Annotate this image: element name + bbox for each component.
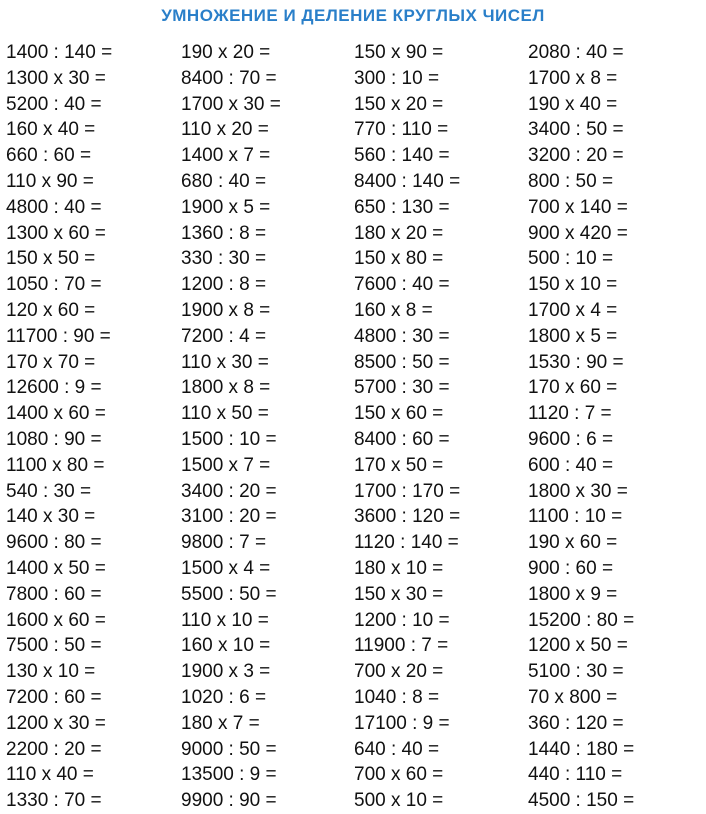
exercise-item: 8400 : 70 = [181,67,277,89]
exercise-item: 9600 : 6 = [528,428,614,450]
exercise-item: 8400 : 140 = [354,170,461,192]
exercise-item: 680 : 40 = [181,170,267,192]
exercise-item: 1330 : 70 = [6,790,102,812]
exercise-item: 5500 : 50 = [181,583,277,605]
exercise-item: 3600 : 120 = [354,506,461,528]
exercise-item: 7500 : 50 = [6,635,102,657]
exercise-item: 7200 : 4 = [181,325,267,347]
exercise-item: 17100 : 9 = [354,712,450,734]
exercise-item: 150 x 30 = [354,583,444,605]
exercise-item: 9800 : 7 = [181,532,267,554]
exercise-item: 70 x 800 = [528,686,618,708]
exercise-item: 9600 : 80 = [6,532,102,554]
exercise-item: 150 x 20 = [354,93,444,115]
exercise-item: 1800 x 8 = [181,377,271,399]
exercise-item: 330 : 30 = [181,248,267,270]
exercise-item: 1900 x 8 = [181,299,271,321]
exercise-item: 600 : 40 = [528,454,614,476]
exercise-item: 110 x 10 = [181,609,269,631]
exercise-item: 140 x 30 = [6,506,96,528]
exercise-column-2 [181,40,354,814]
exercise-item: 1400 x 7 = [181,145,271,167]
exercise-item: 2200 : 20 = [6,738,102,760]
exercise-item: 1120 : 140 = [354,532,459,554]
exercise-item: 170 x 60 = [528,377,618,399]
exercise-item: 4500 : 150 = [528,790,635,812]
exercise-item: 150 x 90 = [354,42,444,63]
exercise-item: 500 x 10 = [354,790,444,812]
exercise-item: 1020 : 6 = [181,686,267,708]
exercise-item: 190 x 40 = [528,93,618,115]
exercise-item: 190 x 20 = [181,42,271,63]
exercise-item: 15200 : 80 = [528,609,635,631]
exercise-item: 1400 : 140 = [6,42,113,63]
exercise-item: 180 x 20 = [354,222,444,244]
exercise-item: 2080 : 40 = [528,42,624,63]
exercise-item: 12600 : 9 = [6,377,102,399]
exercise-item: 1080 : 90 = [6,428,102,450]
exercise-item: 180 x 10 = [354,557,444,579]
exercise-grid [6,40,706,814]
exercise-item: 1500 x 7 = [181,454,271,476]
exercise-item: 1800 x 5 = [528,325,618,347]
exercise-item: 160 x 8 = [354,299,433,321]
exercise-item: 1300 x 30 = [6,67,106,89]
exercise-item: 170 x 70 = [6,351,96,373]
exercise-item: 160 x 40 = [6,119,96,141]
exercise-item: 150 x 80 = [354,248,444,270]
exercise-item: 110 x 20 = [181,119,269,141]
exercise-item: 3400 : 50 = [528,119,624,141]
exercise-item: 1200 : 8 = [181,274,267,296]
exercise-item: 700 x 60 = [354,764,444,786]
exercise-item: 800 : 50 = [528,170,614,192]
exercise-item: 7600 : 40 = [354,274,450,296]
exercise-item: 150 x 10 = [528,274,618,296]
exercise-item: 640 : 40 = [354,738,440,760]
exercise-item: 1700 : 170 = [354,480,461,502]
exercise-item: 1800 x 9 = [528,583,618,605]
exercise-item: 300 : 10 = [354,67,440,89]
exercise-item: 770 : 110 = [354,119,449,141]
exercise-column-4 [528,40,698,814]
exercise-item: 1900 x 5 = [181,196,271,218]
exercise-item: 5100 : 30 = [528,661,624,683]
exercise-item: 1440 : 180 = [528,738,635,760]
exercise-column-1 [6,40,181,814]
exercise-item: 1800 x 30 = [528,480,628,502]
exercise-item: 4800 : 40 = [6,196,102,218]
exercise-item: 170 x 50 = [354,454,444,476]
exercise-item: 110 x 30 = [181,351,269,373]
exercise-item: 1700 x 8 = [528,67,618,89]
exercise-item: 9000 : 50 = [181,738,277,760]
exercise-item: 1600 x 60 = [6,609,106,631]
exercise-item: 4800 : 30 = [354,325,450,347]
exercise-item: 1050 : 70 = [6,274,102,296]
exercise-item: 110 x 40 = [6,764,94,786]
exercise-item: 120 x 60 = [6,299,96,321]
exercise-item: 130 x 10 = [6,661,96,683]
exercise-item: 7200 : 60 = [6,686,102,708]
exercise-item: 900 x 420 = [528,222,628,244]
exercise-item: 1300 x 60 = [6,222,106,244]
exercise-item: 3200 : 20 = [528,145,624,167]
exercise-item: 9900 : 90 = [181,790,277,812]
exercise-item: 1700 x 4 = [528,299,618,321]
exercise-item: 3100 : 20 = [181,506,277,528]
exercise-item: 1040 : 8 = [354,686,440,708]
exercise-item: 110 x 50 = [181,403,269,425]
exercise-item: 11700 : 90 = [6,325,111,347]
exercise-item: 1120 : 7 = [528,403,612,425]
exercise-item: 700 x 20 = [354,661,444,683]
exercise-item: 660 : 60 = [6,145,92,167]
exercise-item: 1400 x 50 = [6,557,106,579]
exercise-item: 1100 : 10 = [528,506,623,528]
exercise-item: 1900 x 3 = [181,661,271,683]
exercise-item: 13500 : 9 = [181,764,277,786]
exercise-item: 440 : 110 = [528,764,623,786]
exercise-item: 1100 x 80 = [6,454,105,476]
exercise-column-3 [354,40,528,814]
exercise-item: 650 : 130 = [354,196,450,218]
exercise-item: 1700 x 30 = [181,93,281,115]
exercise-item: 900 : 60 = [528,557,614,579]
exercise-item: 180 x 7 = [181,712,260,734]
exercise-item: 700 x 140 = [528,196,628,218]
exercise-item: 1500 x 4 = [181,557,271,579]
page-title: УМНОЖЕНИЕ И ДЕЛЕНИЕ КРУГЛЫХ ЧИСЕЛ [161,6,545,25]
exercise-item: 540 : 30 = [6,480,92,502]
exercise-item: 1200 x 30 = [6,712,106,734]
exercise-item: 560 : 140 = [354,145,450,167]
exercise-item: 1530 : 90 = [528,351,624,373]
exercise-item: 500 : 10 = [528,248,614,270]
exercise-item: 1400 x 60 = [6,403,106,425]
exercise-item: 1200 : 10 = [354,609,450,631]
exercise-item: 1500 : 10 = [181,428,277,450]
exercise-item: 8400 : 60 = [354,428,450,450]
exercise-item: 110 x 90 = [6,170,94,192]
exercise-item: 360 : 120 = [528,712,624,734]
exercise-item: 3400 : 20 = [181,480,277,502]
exercise-item: 150 x 50 = [6,248,96,270]
exercise-item: 160 x 10 = [181,635,271,657]
exercise-item: 5200 : 40 = [6,93,102,115]
exercise-item: 190 x 60 = [528,532,618,554]
exercise-item: 1360 : 8 = [181,222,267,244]
exercise-item: 150 x 60 = [354,403,444,425]
exercise-item: 8500 : 50 = [354,351,450,373]
exercise-item: 11900 : 7 = [354,635,449,657]
exercise-item: 1200 x 50 = [528,635,628,657]
exercise-item: 7800 : 60 = [6,583,102,605]
exercise-item: 5700 : 30 = [354,377,450,399]
